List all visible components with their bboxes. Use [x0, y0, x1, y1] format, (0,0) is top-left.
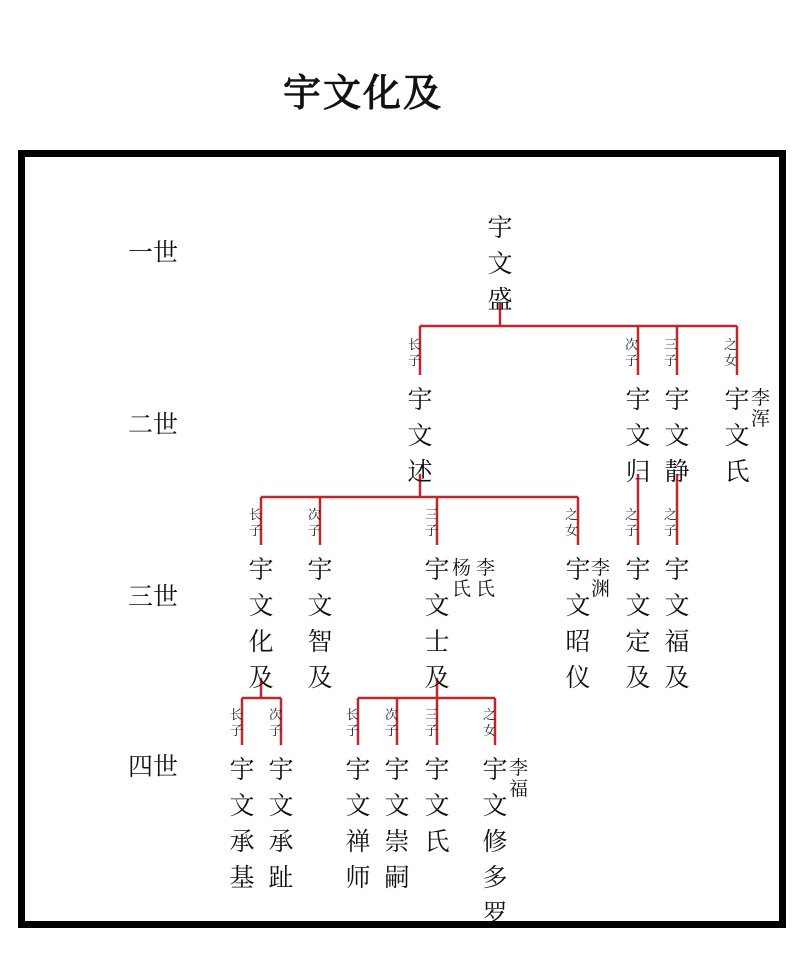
- person-yuwen-chanshi: 宇文禅师: [345, 755, 371, 892]
- relation-label: 三子: [664, 338, 678, 369]
- relation-label: 次子: [625, 338, 639, 369]
- person-yuwen-chongsi: 宇文崇嗣: [384, 755, 410, 892]
- person-yuwen-jing: 宇文静: [664, 385, 690, 486]
- relation-label: 次子: [385, 708, 399, 739]
- relation-label: 三子: [425, 508, 439, 539]
- relation-label: 长子: [346, 708, 360, 739]
- person-yuwen-fuji: 宇文福及: [664, 555, 690, 692]
- spouse-li-hun: 李浑: [751, 387, 771, 430]
- person-yuwen-chengzhi: 宇文承趾: [268, 755, 294, 892]
- spouse-li-fu: 李福: [509, 757, 529, 800]
- relation-label: 长子: [408, 338, 422, 369]
- relation-label: 长子: [249, 508, 263, 539]
- relation-label: 三子: [425, 708, 439, 739]
- generation-label-1: 一世: [128, 238, 179, 267]
- person-yuwen-gui: 宇文归: [625, 385, 651, 486]
- relation-label: 之女: [724, 338, 738, 369]
- generation-label-3: 三世: [128, 582, 179, 611]
- spouse-li-shi: 李氏: [476, 557, 496, 600]
- relation-label: 之女: [565, 508, 579, 539]
- person-yuwen-zhaoyi: 宇文昭仪: [565, 555, 591, 692]
- person-yuwen-shi-son: 宇文氏: [424, 755, 450, 856]
- person-yuwen-dingji: 宇文定及: [625, 555, 651, 692]
- relation-label: 之女: [483, 708, 497, 739]
- person-yuwen-shiji: 宇文士及: [424, 555, 450, 692]
- page-title: 宇文化及: [283, 70, 444, 115]
- relation-label: 长子: [230, 708, 244, 739]
- person-yuwen-huaji: 宇文化及: [248, 555, 274, 692]
- person-yuwen-xiuduoluo: 宇文修多罗: [482, 755, 508, 928]
- relation-label: 之子: [625, 508, 639, 539]
- person-yuwen-shi-female: 宇文氏: [724, 385, 750, 486]
- relation-label: 之子: [664, 508, 678, 539]
- spouse-li-yuan: 李渊: [591, 557, 611, 600]
- person-yuwen-zhiji: 宇文智及: [307, 555, 333, 692]
- generation-label-4: 四世: [128, 752, 179, 781]
- generation-label-2: 二世: [128, 410, 179, 439]
- person-yuwen-shu: 宇文述: [407, 385, 433, 486]
- person-yuwen-chengji: 宇文承基: [229, 755, 255, 892]
- person-yuwen-sheng: 宇文盛: [487, 213, 513, 314]
- spouse-yang-shi: 杨氏: [452, 557, 472, 600]
- relation-label: 次子: [269, 708, 283, 739]
- relation-label: 次子: [308, 508, 322, 539]
